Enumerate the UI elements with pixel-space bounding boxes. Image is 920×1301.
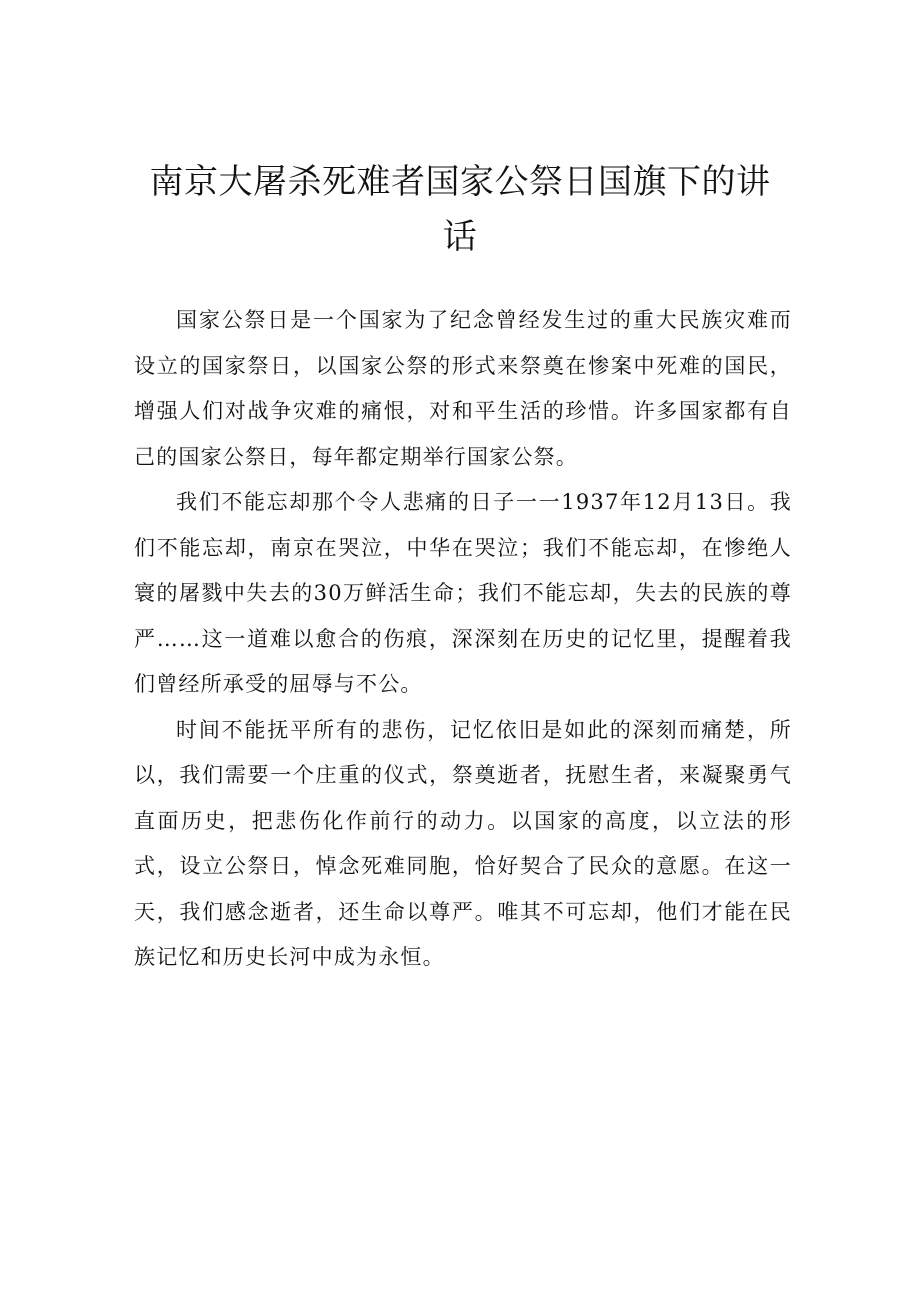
paragraph-2: 我们不能忘却那个令人悲痛的日子一一1937年12月13日。我们不能忘却，南京在哭泣，中华在哭泣；我们不能忘却，在惨绝人寰的屠戮中失去的30万鲜活生命；我们不能忘却，失去的民族的尊严……这一道难以愈合的伤痕，深深刻在历史的记忆里，提醒着我们曾经所承受的屈辱与不公。 <box>134 490 792 696</box>
document-body <box>134 298 792 981</box>
document-title: 南京大屠杀死难者国家公祭日国旗下的讲话 <box>149 162 771 257</box>
paragraph-3: 时间不能抚平所有的悲伤，记忆依旧是如此的深刻而痛楚，所以，我们需要一个庄重的仪式，祭奠逝者，抚慰生者，来凝聚勇气直面历史，把悲伤化作前行的动力。以国家的高度，以立法的形式，设立公祭日，悼念死难同胞，恰好契合了民众的意愿。在这一天，我们感念逝者，还生命以尊严。唯其不可忘却，他们才能在民族记忆和历史长河中成为永恒。 <box>134 717 792 969</box>
paragraph-1: 国家公祭日是一个国家为了纪念曾经发生过的重大民族灾难而设立的国家祭日，以国家公祭的形式来祭奠在惨案中死难的国民，增强人们对战争灾难的痛恨，对和平生活的珍惜。许多国家都有自己的国家公祭日，每年都定期举行国家公祭。 <box>134 308 792 469</box>
